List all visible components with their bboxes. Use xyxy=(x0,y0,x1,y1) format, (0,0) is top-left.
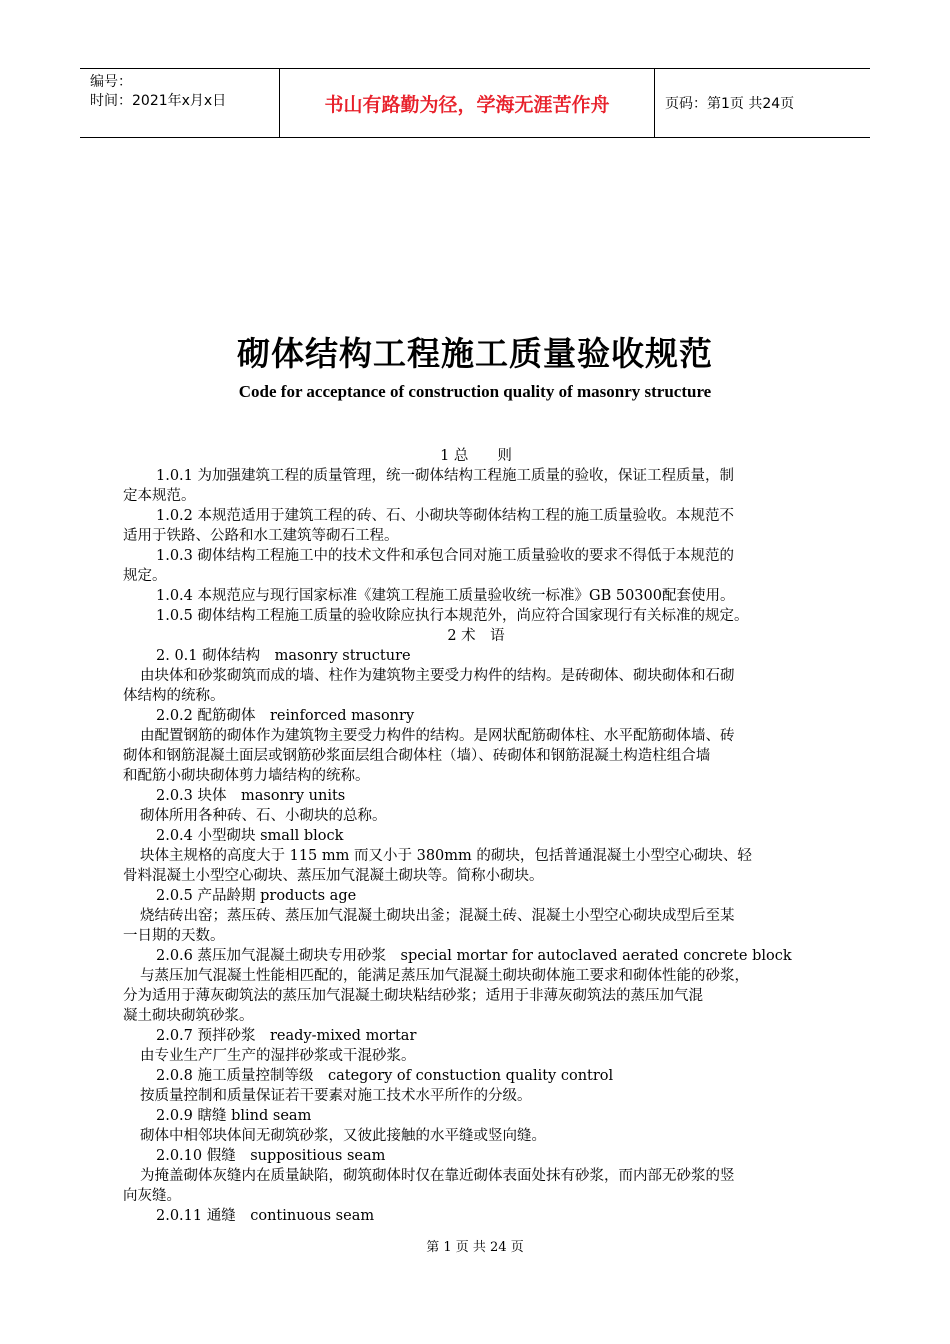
term-definition: 为掩盖砌体灰缝内在质量缺陷，砌筑砌体时仅在靠近砌体表面处抹有砂浆，而内部无砂浆的竖 xyxy=(140,1168,735,1184)
term-definition: 体结构的统称。 xyxy=(123,688,225,704)
number-label: 编号： xyxy=(90,74,132,90)
term-heading: 2.0.11 通缝 continuous seam xyxy=(156,1208,375,1224)
term-definition: 砌体和钢筋混凝土面层或钢筋砂浆面层组合砌体柱（墙）、砖砌体和钢筋混凝土构造柱组合墙 xyxy=(123,748,711,764)
term-heading: 2.0.9 瞎缝 blind seam xyxy=(156,1108,312,1124)
term-heading: 2.0.6 蒸压加气混凝土砌块专用砂浆 special mortar for autoclaved aerated concrete block xyxy=(156,948,792,964)
term-definition: 向灰缝。 xyxy=(123,1188,181,1204)
term-definition: 块体主规格的高度大于 115 mm 而又小于 380mm 的砌块，包括普通混凝土小型空心砌块、轻 xyxy=(140,848,752,864)
section-heading-general: 1 总 则 xyxy=(440,448,512,464)
page-header xyxy=(80,68,870,138)
clause-line: 1.0.5 砌体结构工程施工质量的验收除应执行本规范外，尚应符合国家现行有关标准的规定。 xyxy=(156,608,749,624)
term-definition: 按质量控制和质量保证若干要素对施工技术水平所作的分级。 xyxy=(140,1088,532,1104)
term-heading: 2.0.8 施工质量控制等级 category of constuction quality control xyxy=(156,1068,614,1084)
document-subtitle: Code for acceptance of construction quality of masonry structure xyxy=(238,382,712,401)
term-definition: 凝土砌块砌筑砂浆。 xyxy=(123,1008,254,1024)
term-definition: 骨料混凝土小型空心砌块、蒸压加气混凝土砌块等。简称小砌块。 xyxy=(123,868,544,884)
header-page-label: 页码：第1页 共24页 xyxy=(665,96,795,112)
term-heading: 2.0.5 产品龄期 products age xyxy=(156,888,357,904)
term-heading: 2.0.2 配筋砌体 reinforced masonry xyxy=(156,708,415,724)
term-heading: 2.0.3 块体 masonry units xyxy=(156,788,346,804)
clause-line: 1.0.1 为加强建筑工程的质量管理，统一砌体结构工程施工质量的验收，保证工程质量，制 xyxy=(156,468,734,484)
term-heading: 2.0.7 预拌砂浆 ready-mixed mortar xyxy=(156,1028,417,1044)
clause-line: 1.0.4 本规范应与现行国家标准《建筑工程施工质量验收统一标准》GB 50300配套使用。 xyxy=(156,588,735,604)
section-heading-terms: 2 术 语 xyxy=(447,628,505,644)
term-definition: 与蒸压加气混凝土性能相匹配的，能满足蒸压加气混凝土砌块砌体施工要求和砌体性能的砂浆， xyxy=(140,968,749,984)
header-motto: 书山有路勤为径，学海无涯苦作舟 xyxy=(280,69,655,137)
term-heading: 2. 0.1 砌体结构 masonry structure xyxy=(156,648,411,664)
clause-line: 定本规范。 xyxy=(123,488,196,504)
document-body xyxy=(123,446,829,1226)
term-definition: 由配置钢筋的砌体作为建筑物主要受力构件的结构。是网状配筋砌体柱、水平配筋砌体墙、砖 xyxy=(140,728,735,744)
term-definition: 由块体和砂浆砌筑而成的墙、柱作为建筑物主要受力构件的结构。是砖砌体、砌块砌体和石砌 xyxy=(140,668,735,684)
term-definition: 和配筋小砌块砌体剪力墙结构的统称。 xyxy=(123,768,370,784)
time-label: 时间：2021年x月x日 xyxy=(90,93,227,109)
clause-line: 适用于铁路、公路和水工建筑等砌石工程。 xyxy=(123,528,399,544)
header-meta xyxy=(80,69,280,137)
term-heading: 2.0.4 小型砌块 small block xyxy=(156,828,344,844)
term-definition: 分为适用于薄灰砌筑法的蒸压加气混凝土砌块粘结砂浆；适用于非薄灰砌筑法的蒸压加气混 xyxy=(123,988,703,1004)
term-definition: 烧结砖出窑；蒸压砖、蒸压加气混凝土砌块出釜；混凝土砖、混凝土小型空心砌块成型后至某 xyxy=(140,908,735,924)
clause-line: 1.0.2 本规范适用于建筑工程的砖、石、小砌块等砌体结构工程的施工质量验收。本规范不 xyxy=(156,508,734,524)
term-definition: 由专业生产厂生产的湿拌砂浆或干混砂浆。 xyxy=(140,1048,416,1064)
clause-line: 规定。 xyxy=(123,568,167,584)
term-definition: 砌体所用各种砖、石、小砌块的总称。 xyxy=(140,808,387,824)
document-title: 砌体结构工程施工质量验收规范 xyxy=(237,334,713,373)
term-heading: 2.0.10 假缝 suppositious seam xyxy=(156,1148,386,1164)
clause-line: 1.0.3 砌体结构工程施工中的技术文件和承包合同对施工质量验收的要求不得低于本规范的 xyxy=(156,548,734,564)
term-definition: 砌体中相邻块体间无砌筑砂浆，又彼此接触的水平缝或竖向缝。 xyxy=(140,1128,546,1144)
term-definition: 一日期的天数。 xyxy=(123,928,225,944)
page-footer: 第 1 页 共 24 页 xyxy=(426,1240,524,1255)
